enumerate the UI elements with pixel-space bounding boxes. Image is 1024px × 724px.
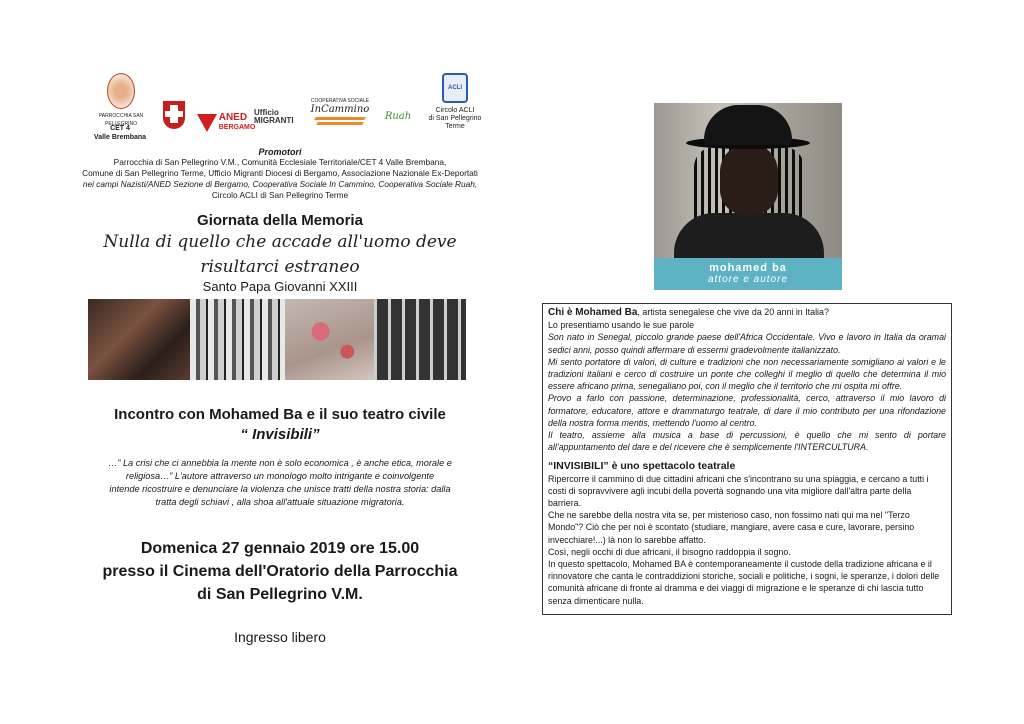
comune-shield-logo (160, 99, 188, 131)
aned-logo (200, 112, 256, 134)
promotori-line-3: nei campi Nazisti/ANED Sezione di Bergamo, Cooperativa Sociale In Cammino, Cooperativa Sociale Ruah, (82, 179, 478, 189)
event-place-line-1: presso il Cinema dell'Oratorio della Parrocchia (102, 563, 458, 580)
prison-bars-photo (374, 299, 466, 380)
parrocchia-logo-caption: PARROCCHIA SAN PELLEGRINO (98, 113, 144, 127)
promotori-heading: Promotori (258, 147, 302, 157)
incontro-title: Incontro con Mohamed Ba e il suo teatro civile (114, 406, 446, 423)
invisibili-title: “ Invisibili” (240, 426, 320, 443)
santo-subtitle: Santo Papa Giovanni XXIII (202, 279, 358, 294)
bio-paragraph-1: Son nato in Senegal, piccolo grande paese dell'Africa Occidentale. Vivo e lavoro in Italia da oramai sedici anni, posso quindi affermare di essermi gradevolmente italianizzato. (548, 332, 946, 355)
ingresso-libero: Ingresso libero (234, 629, 326, 645)
parrocchia-seal-logo (107, 72, 135, 110)
acli-logo (441, 72, 469, 104)
acli-logo-label: ACLI (442, 73, 468, 103)
show-paragraph-2: Che ne sarebbe della nostra vita se, per misterioso caso, non fossimo nati qui ma nel "Terzo Mondo"? Ciò che per noi è scontato (studiare, mangiare, avere casa e cure, lavorare, persino invecchiare!...) là non lo sarebbe affatto. (548, 510, 915, 545)
quote-line-3: intende ricostruire e denunciare la violenza che unisce tratti della nostra storia: dalla (109, 484, 451, 494)
acli-place-caption: di San Pellegrino Terme (428, 115, 482, 130)
motto-line-1: Nulla di quello che accade all'uomo deve (103, 232, 457, 252)
camp-uniform-photo (190, 299, 285, 380)
show-paragraph-1: Ripercorre il cammino di due cittadini africani che s'incontrano su una spiaggia, e cercano a tutti i costi di sopravvivere agli incubi della povertà sognando una vita migliore dall'altra parte della barriera. (548, 473, 929, 509)
promotori-line-2: Comune di San Pellegrino Terme, Ufficio Migranti Diocesi di Bergamo, Associazione Nazionale Ex-Deportati (82, 168, 478, 178)
painted-wall-photo (285, 299, 374, 380)
incammino-top-label: COOPERATIVA SOCIALE (310, 98, 370, 104)
portrait-name: mohamed ba (709, 262, 787, 274)
promotori-line-4: Circolo ACLI di San Pellegrino Terme (211, 190, 349, 200)
quote-line-4: tratta degli schiavi , alla shoa all'attuale situazione migratoria. (155, 497, 405, 507)
acli-caption: Circolo ACLI (435, 107, 475, 114)
incammino-label: InCammino (310, 104, 370, 115)
quote-line-2: religiosa…” L'autore attraverso un monologo molto intrigante e coinvolgente (125, 471, 435, 481)
bio-paragraph-2: Mi sento portatore di valori, di culture e tradizioni che non necessariamente somigliano ai valori e le tradizioni italiani e cerco di costruire un ponte che colleghi il meglio di quello che determina il mio essere africano prima, senegaliano poi, con il meglio che il territorio che mi ospita mi offre. (548, 356, 946, 392)
portrait-role: attore e autore (707, 274, 789, 285)
aned-label: ANED (218, 112, 248, 123)
bio-question (548, 306, 946, 319)
cet-logo-caption: CET 4 (110, 125, 130, 132)
ruah-label: Ruah (384, 111, 412, 122)
bio-paragraph-4: Il teatro, assieme alla musica a base di percussioni, è quello che mi sento di portare all'appuntamento del dare e del ricevere che è semplicemente l'INTERCULTURA. (548, 430, 946, 453)
promotori-line-1: Parrocchia di San Pellegrino V.M., Comunità Ecclesiale Territoriale/CET 4 Valle Brembana, (113, 157, 447, 167)
event-place-line-2: di San Pellegrino V.M. (197, 586, 363, 603)
chained-hands-photo (88, 299, 190, 380)
motto-line-2: risultarci estraneo (200, 257, 360, 277)
quote-line-1: …” La crisi che ci annebbia la mente non è solo economica , è anche etica, morale e (108, 458, 452, 468)
invisibili-heading: “INVISIBILI” è uno spettacolo teatrale (548, 460, 736, 473)
mohamed-ba-portrait (654, 103, 842, 258)
bio-question-bold: Chi è Mohamed Ba (548, 307, 638, 318)
bio-box (542, 303, 952, 615)
event-date: Domenica 27 gennaio 2019 ore 15.00 (140, 540, 420, 557)
giornata-title: Giornata della Memoria (197, 212, 363, 229)
portrait-caption (654, 258, 842, 290)
migranti-logo (254, 103, 294, 131)
incammino-logo (310, 98, 370, 132)
show-paragraph-4: In questo spettacolo, Mohamed BA è contemporaneamente il custode della tradizione africana e il rinnovatore che canta le contraddizioni storiche, sociali e politiche, i sogni, le speranze, i dolori delle comunità africane di fronte al dramma e dei viaggi di migrazione e le speranze di chi lascia tutto senza dimenticare nulla. (548, 559, 940, 606)
bio-intro: Lo presentiamo usando le sue parole (548, 320, 695, 331)
bio-question-rest: , artista senegalese che vive da 20 anni in Italia? (637, 307, 829, 317)
bio-paragraph-3: Provo a farlo con passione, determinazione, professionalità, cerco, attraverso il mio lavoro di formatore, educatore, attore e drammaturgo teatrale, di dare il mio contributo per una rifondazione della nostra forma mentis, mettendo l'uomo al centro. (548, 393, 946, 428)
valle-logo-caption: Valle Brembana (93, 134, 147, 141)
aned-city-label: BERGAMO (218, 124, 256, 131)
show-paragraph-3: Così, negli occhi di due africani, il bisogno raddoppia il sogno. (548, 546, 791, 557)
migranti-label: Ufficio MIGRANTI (254, 108, 294, 125)
ruah-logo (378, 106, 418, 130)
